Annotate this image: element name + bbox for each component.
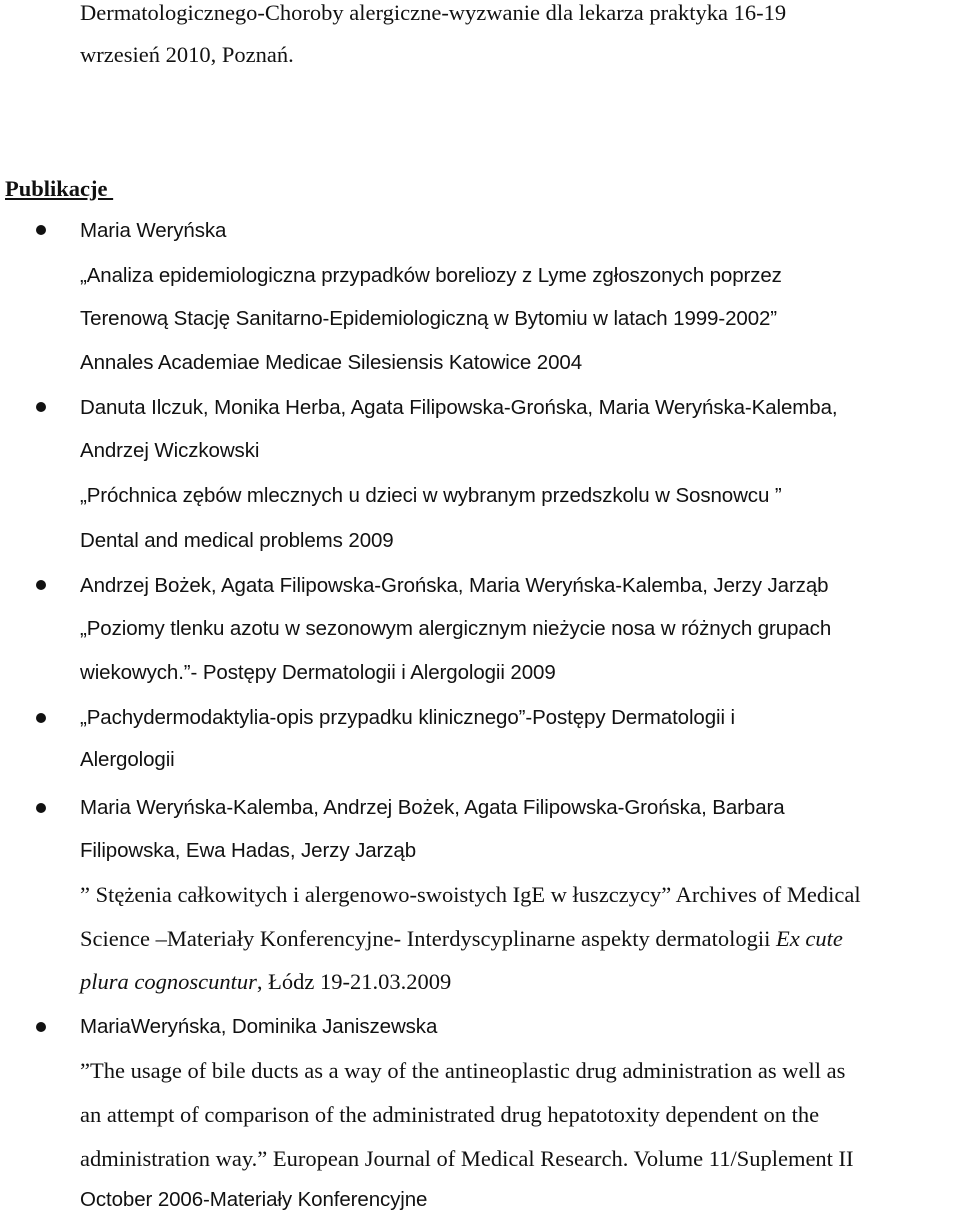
pub6-authors: MariaWeryńska, Dominika Janiszewska [80, 1015, 438, 1038]
section-title-publikacje: Publikacje [5, 176, 114, 201]
pub5-title-line2 [80, 928, 843, 951]
pub1-author: Maria Weryńska [80, 219, 227, 242]
pub5-authors-line2: Filipowska, Ewa Hadas, Jerzy Jarząb [80, 839, 417, 862]
pub5-italic-phrase: Ex cute [775, 926, 843, 951]
pub4-title-line2: Alergologii [80, 748, 175, 771]
pub5-title-line2-text: Science –Materiały Konferencyjne- Interdyscyplinarne aspekty dermatologii [80, 926, 776, 951]
pub1-journal: Annales Academiae Medicae Silesiensis Katowice 2004 [80, 351, 583, 374]
bullet-icon [36, 580, 46, 590]
pub6-title-line1: ”The usage of bile ducts as a way of the antineoplastic drug administration as well as [80, 1058, 846, 1083]
bullet-icon [36, 225, 46, 235]
bullet-icon [36, 1022, 46, 1032]
pub2-journal: Dental and medical problems 2009 [80, 529, 394, 552]
pub1-title-line2: Terenową Stację Sanitarno-Epidemiologiczną w Bytomiu w latach 1999-2002” [80, 307, 778, 330]
pub6-title-line3: administration way.” European Journal of Medical Research. Volume 11/Suplement II [80, 1146, 854, 1171]
header-line-1: Dermatologicznego-Choroby alergiczne-wyzwanie dla lekarza praktyka 16-19 [80, 0, 787, 25]
pub4-title-line1: „Pachydermodaktylia-opis przypadku klinicznego”-Postępy Dermatologii i [80, 706, 735, 729]
pub5-italic-phrase-end: plura cognoscuntur [80, 969, 257, 994]
pub3-title-line1: „Poziomy tlenku azotu w sezonowym alergicznym nieżycie nosa w różnych grupach [80, 617, 832, 640]
pub5-title-line3 [80, 971, 451, 994]
pub5-authors-line1: Maria Weryńska-Kalemba, Andrzej Bożek, Agata Filipowska-Grońska, Barbara [80, 796, 785, 819]
pub3-authors: Andrzej Bożek, Agata Filipowska-Grońska, Maria Weryńska-Kalemba, Jerzy Jarząb [80, 574, 829, 597]
pub2-authors-line1: Danuta Ilczuk, Monika Herba, Agata Filipowska-Grońska, Maria Weryńska-Kalemba, [80, 396, 838, 419]
header-line-2: wrzesień 2010, Poznań. [80, 42, 294, 67]
pub1-title-line1: „Analiza epidemiologiczna przypadków boreliozy z Lyme zgłoszonych poprzez [80, 264, 782, 287]
pub6-conference: October 2006-Materiały Konferencyjne [80, 1188, 428, 1211]
pub3-title-line2: wiekowych.”- Postępy Dermatologii i Alergologii 2009 [80, 661, 556, 684]
pub6-title-line2: an attempt of comparison of the administrated drug hepatotoxity dependent on the [80, 1102, 820, 1127]
bullet-icon [36, 713, 46, 723]
pub5-title-line1: ” Stężenia całkowitych i alergenowo-swoistych IgE w łuszczycy” Archives of Medical [80, 882, 861, 907]
pub2-title: „Próchnica zębów mlecznych u dzieci w wybranym przedszkolu w Sosnowcu ” [80, 484, 782, 507]
pub2-authors-line2: Andrzej Wiczkowski [80, 439, 260, 462]
bullet-icon [36, 803, 46, 813]
pub5-conference-date: , Łódz 19-21.03.2009 [256, 969, 452, 994]
bullet-icon [36, 402, 46, 412]
